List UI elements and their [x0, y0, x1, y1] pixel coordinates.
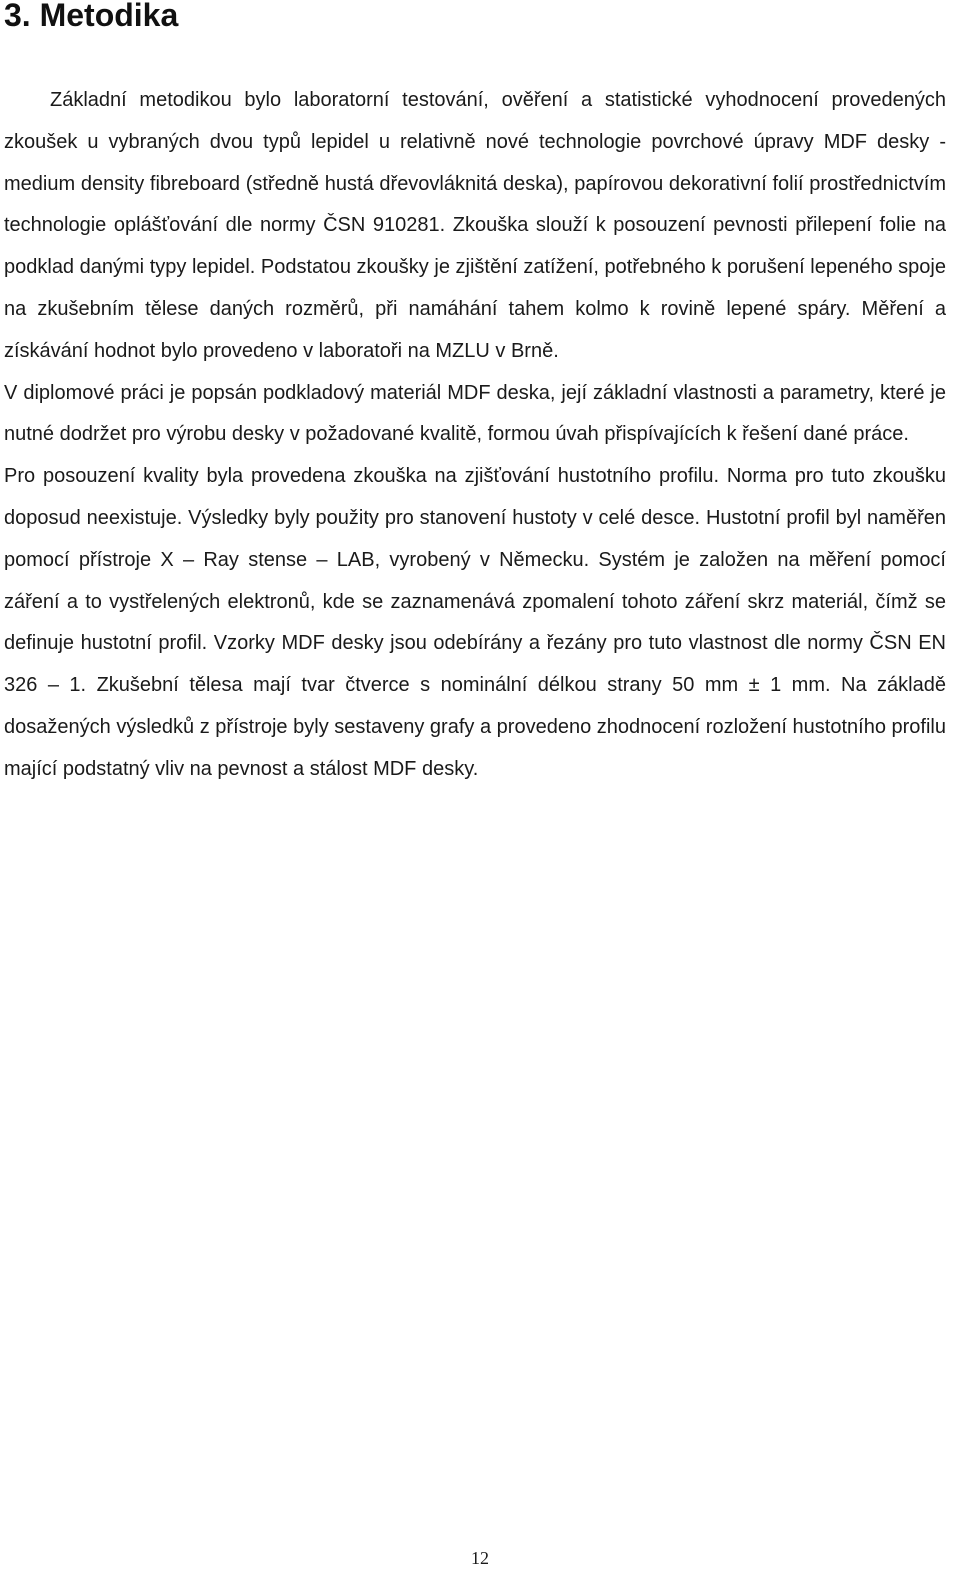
paragraph-density-profile: Pro posouzení kvality byla provedena zkouška na zjišťování hustotního profilu. Norma pro tuto zkoušku doposud neexistuje. Výsledky byly použity pro stanovení hustoty v celé desce. Hustotní profil byl naměřen pomocí přístroje X – Ray stense – LAB, vyrobený v Německu. Systém je založen na měření pomocí záření a to vystřelených elektronů, kde se zaznamenává zpomalení tohoto záření skrz materiál, čímž se definuje hustotní profil. Vzorky MDF desky jsou odebírány a řezány pro tuto vlastnost dle normy ČSN EN 326 – 1. Zkušební tělesa mají tvar čtverce s nominální délkou strany 50 mm ± 1 mm. Na základě dosažených výsledků z přístroje byly sestaveny grafy a provedeno zhodnocení rozložení hustotního profilu mající podstatný vliv na pevnost a stálost MDF desky. [4, 465, 946, 780]
section-heading: 3. Metodika [4, 0, 179, 33]
page-number: 12 [471, 1548, 489, 1568]
section-body [4, 80, 946, 791]
paragraph-mdf-material: V diplomové práci je popsán podkladový materiál MDF deska, její základní vlastnosti a parametry, které je nutné dodržet pro výrobu desky v požadované kvalitě, formou úvah přispívajících k řešení dané práce. [4, 381, 946, 446]
paragraph-methodology: Základní metodikou bylo laboratorní testování, ověření a statistické vyhodnocení provedených zkoušek u vybraných dvou typů lepidel u relativně nové technologie povrchové úpravy MDF desky - medium density fibreboard (středně hustá dřevovláknitá deska), papírovou dekorativní folií prostřednictvím technologie oplášťování dle normy ČSN 910281. Zkouška slouží k posouzení pevnosti přilepení folie na podklad danými typy lepidel. Podstatou zkoušky je zjištění zatížení, potřebného k porušení lepeného spoje na zkušebním tělese daných rozměrů, při namáhání tahem kolmo k rovině lepené spáry. Měření a získávání hodnot bylo provedeno v laboratoři na MZLU v Brně. [4, 89, 946, 362]
